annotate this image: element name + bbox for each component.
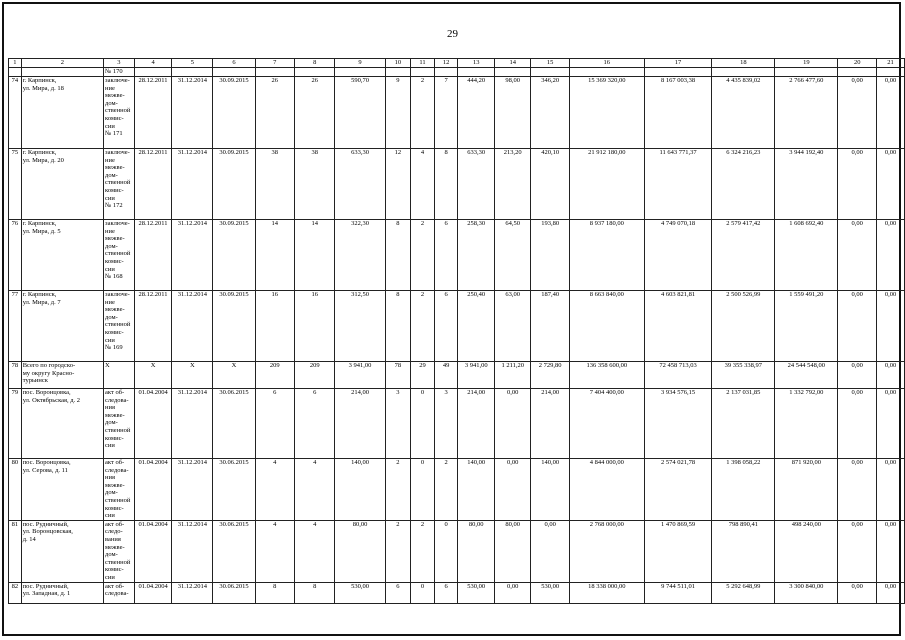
table-cell: 0 xyxy=(411,459,435,521)
table-cell: 0,00 xyxy=(531,520,569,582)
column-header: 2 xyxy=(21,59,103,68)
column-header: 20 xyxy=(838,59,877,68)
table-cell: 77 xyxy=(9,291,22,362)
table-cell: 75 xyxy=(9,149,22,220)
table-cell: 4 749 070,18 xyxy=(644,220,712,291)
table-cell: 76 xyxy=(9,220,22,291)
document-cell: акт об- следова- xyxy=(104,582,135,603)
table-cell: 1 211,20 xyxy=(494,362,531,389)
document-cell: заключе- ние межве- дом- ственной комис- сии № 169 xyxy=(104,291,135,362)
table-cell: 64,50 xyxy=(494,220,531,291)
table-cell: 213,20 xyxy=(494,149,531,220)
table-cell: 31.12.2014 xyxy=(172,520,213,582)
table-cell: 0,00 xyxy=(877,77,905,149)
table-cell: 530,00 xyxy=(531,582,569,603)
table-cell: 2 xyxy=(434,459,458,521)
table-cell: 0,00 xyxy=(838,220,877,291)
table-cell: 0 xyxy=(411,582,435,603)
table-cell: 16 xyxy=(255,291,294,362)
table-cell: 0,00 xyxy=(838,520,877,582)
table-cell: 01.04.2004 xyxy=(134,389,172,459)
table-cell: 2 xyxy=(411,520,435,582)
table-row xyxy=(9,220,905,291)
address-cell: г. Карпинск, ул. Мира, д. 7 xyxy=(21,291,103,362)
table-cell: 4 xyxy=(255,459,294,521)
table-cell: 30.06.2015 xyxy=(213,582,255,603)
table-cell: 31.12.2014 xyxy=(172,220,213,291)
table-cell: 0,00 xyxy=(877,149,905,220)
table-cell: 6 xyxy=(255,389,294,459)
table-cell: 7 404 400,00 xyxy=(569,389,644,459)
column-header: 3 xyxy=(104,59,135,68)
table-cell: 209 xyxy=(295,362,335,389)
table-cell: 0,00 xyxy=(494,459,531,521)
table-cell: 2 137 031,85 xyxy=(712,389,775,459)
table-cell: 4 603 821,81 xyxy=(644,291,712,362)
table-cell: 312,50 xyxy=(335,291,385,362)
table-cell: 871 920,00 xyxy=(775,459,838,521)
column-header: 12 xyxy=(434,59,458,68)
table-cell: 0,00 xyxy=(877,582,905,603)
document-cell: акт об- следова- ния межве- дом- ственной комис- сии xyxy=(104,459,135,521)
table-cell: 0,00 xyxy=(838,291,877,362)
table-cell: 78 xyxy=(385,362,410,389)
table-cell: 28.12.2011 xyxy=(134,220,172,291)
column-header: 8 xyxy=(295,59,335,68)
table-cell: 3 xyxy=(434,389,458,459)
address-cell: пос. Воронцовка, ул. Серова, д. 11 xyxy=(21,459,103,521)
table-cell: 590,70 xyxy=(335,77,385,149)
data-table xyxy=(8,58,905,604)
column-header: 14 xyxy=(494,59,531,68)
table-cell: 140,00 xyxy=(458,459,495,521)
table-row xyxy=(9,459,905,521)
table-cell: 11 643 771,37 xyxy=(644,149,712,220)
table-cell: 1 332 792,00 xyxy=(775,389,838,459)
doc-number: № 170 xyxy=(104,68,135,77)
column-header: 21 xyxy=(877,59,905,68)
table-cell: 31.12.2014 xyxy=(172,389,213,459)
table-cell: 4 xyxy=(255,520,294,582)
table-row xyxy=(9,582,905,603)
table-cell: 0,00 xyxy=(877,220,905,291)
table-cell: 8 663 840,00 xyxy=(569,291,644,362)
table-cell: 72 458 713,03 xyxy=(644,362,712,389)
table-cell: 498 240,00 xyxy=(775,520,838,582)
table-cell: 798 890,41 xyxy=(712,520,775,582)
table-cell: 0,00 xyxy=(494,389,531,459)
table-cell: 209 xyxy=(255,362,294,389)
table-cell: 0,00 xyxy=(838,459,877,521)
table-cell: 49 xyxy=(434,362,458,389)
table-cell: 136 358 600,00 xyxy=(569,362,644,389)
table-cell: 6 xyxy=(434,220,458,291)
table-cell: X xyxy=(213,362,255,389)
table-cell: 31.12.2014 xyxy=(172,149,213,220)
document-cell: заключе- ние межве- дом- ственной комис- сии № 171 xyxy=(104,77,135,149)
table-cell: 2 768 000,00 xyxy=(569,520,644,582)
address-cell: г. Карпинск, ул. Мира, д. 18 xyxy=(21,77,103,149)
column-header: 1 xyxy=(9,59,22,68)
column-header: 10 xyxy=(385,59,410,68)
table-cell: X xyxy=(134,362,172,389)
table-cell: 30.06.2015 xyxy=(213,520,255,582)
table-cell: 0,00 xyxy=(877,291,905,362)
column-header: 13 xyxy=(458,59,495,68)
table-row xyxy=(9,68,905,77)
table-cell: 1 559 491,20 xyxy=(775,291,838,362)
document-cell: акт об- следова- ния межве- дом- ственной комис- сии xyxy=(104,389,135,459)
column-header: 4 xyxy=(134,59,172,68)
table-cell: 1 398 058,22 xyxy=(712,459,775,521)
table-cell: 322,30 xyxy=(335,220,385,291)
column-header: 9 xyxy=(335,59,385,68)
table-cell: 8 xyxy=(255,582,294,603)
table-cell: 2 xyxy=(411,77,435,149)
table-row xyxy=(9,149,905,220)
table-cell: 31.12.2014 xyxy=(172,582,213,603)
column-header: 17 xyxy=(644,59,712,68)
table-cell: 0,00 xyxy=(877,389,905,459)
table-cell: 78 xyxy=(9,362,22,389)
address-cell: пос. Воронцовка, ул. Октябрьская, д. 2 xyxy=(21,389,103,459)
table-cell: 0,00 xyxy=(838,362,877,389)
table-cell: 8 167 003,38 xyxy=(644,77,712,149)
table-cell: 633,30 xyxy=(335,149,385,220)
table-cell: 258,30 xyxy=(458,220,495,291)
table-cell: 1 608 692,40 xyxy=(775,220,838,291)
table-cell: 2 500 526,99 xyxy=(712,291,775,362)
table-cell: 63,00 xyxy=(494,291,531,362)
table-cell: 140,00 xyxy=(335,459,385,521)
table-cell: 6 xyxy=(295,389,335,459)
table-cell: 420,10 xyxy=(531,149,569,220)
table-cell: 0,00 xyxy=(838,582,877,603)
table-cell: 5 292 648,99 xyxy=(712,582,775,603)
table-cell: 21 912 180,00 xyxy=(569,149,644,220)
document-cell: акт об- следо- вания межве- дом- ственной комис- сии xyxy=(104,520,135,582)
column-header: 16 xyxy=(569,59,644,68)
table-cell: 24 544 548,00 xyxy=(775,362,838,389)
table-cell: 8 xyxy=(385,220,410,291)
table-row xyxy=(9,389,905,459)
table-cell: 82 xyxy=(9,582,22,603)
table-cell: 140,00 xyxy=(531,459,569,521)
table-cell: 3 941,00 xyxy=(458,362,495,389)
table-cell: 9 xyxy=(385,77,410,149)
table-row xyxy=(9,291,905,362)
table-cell: 2 xyxy=(411,220,435,291)
table-cell: 31.12.2014 xyxy=(172,77,213,149)
table-cell: 8 xyxy=(434,149,458,220)
table-cell: 28.12.2011 xyxy=(134,77,172,149)
table-cell: 14 xyxy=(295,220,335,291)
table-cell: 38 xyxy=(255,149,294,220)
table-cell: 30.09.2015 xyxy=(213,291,255,362)
address-cell: г. Карпинск, ул. Мира, д. 20 xyxy=(21,149,103,220)
table-cell: 3 xyxy=(385,389,410,459)
table-cell: 38 xyxy=(295,149,335,220)
table-cell: 26 xyxy=(295,77,335,149)
table-cell: 01.04.2004 xyxy=(134,459,172,521)
table-cell: 98,00 xyxy=(494,77,531,149)
table-cell: 7 xyxy=(434,77,458,149)
table-cell: 6 xyxy=(434,582,458,603)
table-cell: 4 xyxy=(295,459,335,521)
address-cell: г. Карпинск, ул. Мира, д. 5 xyxy=(21,220,103,291)
table-cell: 214,00 xyxy=(335,389,385,459)
column-header: 6 xyxy=(213,59,255,68)
column-header: 11 xyxy=(411,59,435,68)
table-cell: 633,30 xyxy=(458,149,495,220)
table-cell: 2 xyxy=(385,459,410,521)
header-row xyxy=(9,59,905,68)
column-header: 18 xyxy=(712,59,775,68)
table-cell: 6 324 216,23 xyxy=(712,149,775,220)
table-cell: 8 937 180,00 xyxy=(569,220,644,291)
table-cell: 15 369 320,00 xyxy=(569,77,644,149)
table-cell: 30.06.2015 xyxy=(213,389,255,459)
column-header: 19 xyxy=(775,59,838,68)
table-cell: 0,00 xyxy=(838,149,877,220)
table-cell: 346,20 xyxy=(531,77,569,149)
table-cell: 4 844 000,00 xyxy=(569,459,644,521)
address-cell: пос. Рудничный, ул. Западная, д. 1 xyxy=(21,582,103,603)
table-cell: 0,00 xyxy=(494,582,531,603)
table-cell: 9 744 511,01 xyxy=(644,582,712,603)
table-cell: 80,00 xyxy=(494,520,531,582)
table-cell: 01.04.2004 xyxy=(134,582,172,603)
document-cell: X xyxy=(104,362,135,389)
table-cell: 12 xyxy=(385,149,410,220)
table-cell: 31.12.2014 xyxy=(172,291,213,362)
table-row xyxy=(9,520,905,582)
table-cell: 80,00 xyxy=(458,520,495,582)
table-cell: 39 355 338,97 xyxy=(712,362,775,389)
table-cell: 444,20 xyxy=(458,77,495,149)
address-cell: Всего по городско- му округу Красно- турьинск xyxy=(21,362,103,389)
table-cell: 2 579 417,42 xyxy=(712,220,775,291)
table-cell: 01.04.2004 xyxy=(134,520,172,582)
document-cell: заключе- ние межве- дом- ственной комис- сии № 168 xyxy=(104,220,135,291)
table-cell: 4 xyxy=(411,149,435,220)
table-cell: 214,00 xyxy=(458,389,495,459)
table-cell: 6 xyxy=(434,291,458,362)
table-cell: 28.12.2011 xyxy=(134,149,172,220)
table-cell: 0,00 xyxy=(877,362,905,389)
table-cell: 74 xyxy=(9,77,22,149)
table-cell: 530,00 xyxy=(458,582,495,603)
table-cell: 187,40 xyxy=(531,291,569,362)
table-cell: 3 934 576,15 xyxy=(644,389,712,459)
table-cell: X xyxy=(172,362,213,389)
table-cell: 6 xyxy=(385,582,410,603)
table-cell: 2 766 477,60 xyxy=(775,77,838,149)
column-header: 15 xyxy=(531,59,569,68)
table-cell: 3 300 840,00 xyxy=(775,582,838,603)
table-cell: 3 941,00 xyxy=(335,362,385,389)
document-cell: заключе- ние межве- дом- ственной комис- сии № 172 xyxy=(104,149,135,220)
table-cell: 193,80 xyxy=(531,220,569,291)
table-cell: 214,00 xyxy=(531,389,569,459)
table-cell: 14 xyxy=(255,220,294,291)
table-cell: 28.12.2011 xyxy=(134,291,172,362)
column-header: 7 xyxy=(255,59,294,68)
table-cell: 2 729,80 xyxy=(531,362,569,389)
table-cell: 30.09.2015 xyxy=(213,220,255,291)
table-cell: 8 xyxy=(295,582,335,603)
address-cell: пос. Рудничный, ул. Воронцовская, д. 14 xyxy=(21,520,103,582)
table-cell: 530,00 xyxy=(335,582,385,603)
table-cell: 1 470 869,59 xyxy=(644,520,712,582)
table-row xyxy=(9,77,905,149)
table-cell: 0,00 xyxy=(877,520,905,582)
table-cell: 16 xyxy=(295,291,335,362)
table-cell: 2 574 021,78 xyxy=(644,459,712,521)
table-cell: 2 xyxy=(411,291,435,362)
table-cell: 0 xyxy=(411,389,435,459)
table-cell: 26 xyxy=(255,77,294,149)
table-cell: 80 xyxy=(9,459,22,521)
table-cell: 31.12.2014 xyxy=(172,459,213,521)
table-row xyxy=(9,362,905,389)
page-number: 29 xyxy=(447,28,458,40)
table-cell: 2 xyxy=(385,520,410,582)
table-cell: 4 435 839,02 xyxy=(712,77,775,149)
column-header: 5 xyxy=(172,59,213,68)
table-cell: 29 xyxy=(411,362,435,389)
table-cell: 80,00 xyxy=(335,520,385,582)
table-cell: 4 xyxy=(295,520,335,582)
table-cell: 0,00 xyxy=(877,459,905,521)
table-cell: 250,40 xyxy=(458,291,495,362)
table-cell: 0 xyxy=(434,520,458,582)
table-cell: 0,00 xyxy=(838,77,877,149)
table-cell: 0,00 xyxy=(838,389,877,459)
table-cell: 18 338 000,00 xyxy=(569,582,644,603)
table-cell: 79 xyxy=(9,389,22,459)
table-cell: 3 944 192,40 xyxy=(775,149,838,220)
table-cell: 8 xyxy=(385,291,410,362)
table-cell: 30.09.2015 xyxy=(213,149,255,220)
table-cell: 30.06.2015 xyxy=(213,459,255,521)
table-cell: 81 xyxy=(9,520,22,582)
table-cell: 30.09.2015 xyxy=(213,77,255,149)
